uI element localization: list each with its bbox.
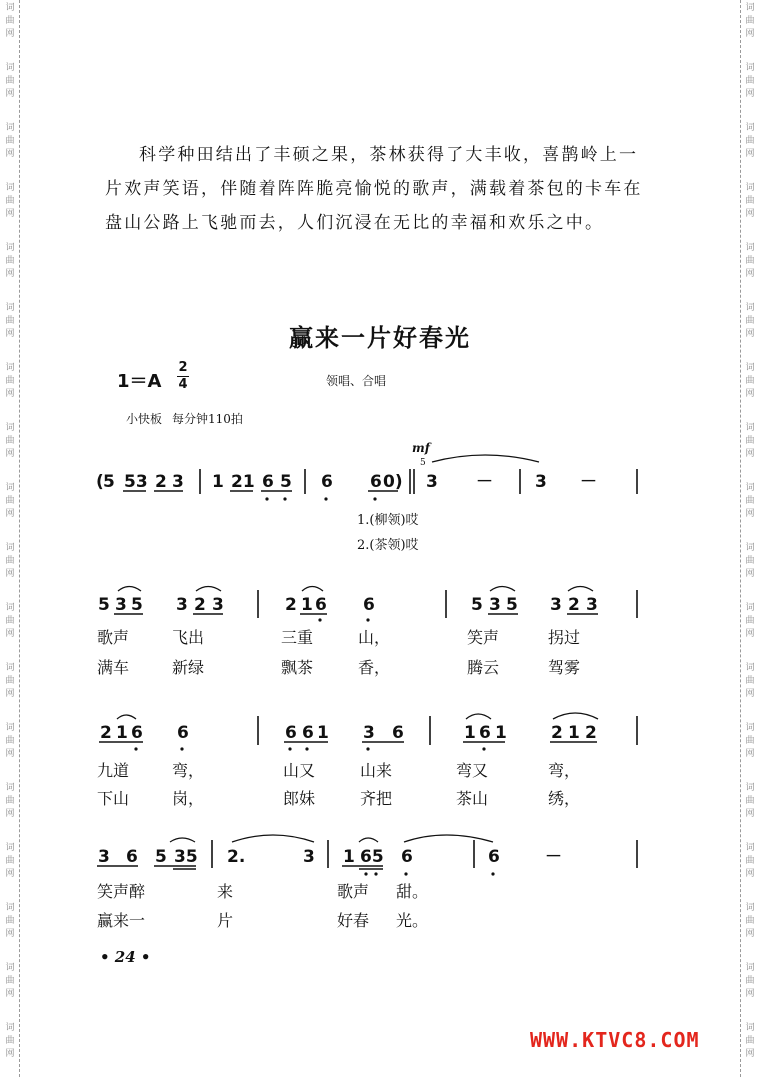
note: 3 bbox=[586, 595, 598, 615]
note: 3 bbox=[489, 595, 501, 615]
lyric: 歌声 bbox=[97, 628, 130, 647]
lyric: 茶山 bbox=[456, 789, 489, 808]
watermark-glyphs: 词 曲 网 bbox=[745, 663, 755, 699]
intro-line-2: 片欢声笑语，伴随着阵阵脆亮愉悦的歌声，满载着茶包的卡车在 bbox=[105, 179, 643, 199]
note: 3 bbox=[98, 847, 110, 867]
intro-paren-open: ( bbox=[96, 472, 104, 492]
note: 3 bbox=[212, 595, 224, 615]
lyric: 满车 bbox=[97, 658, 130, 677]
note: 6 bbox=[401, 847, 413, 867]
note: 1 bbox=[464, 723, 476, 743]
lyric: 岗， bbox=[172, 789, 205, 808]
verse-label-2: 2.(茶领)哎 bbox=[357, 538, 419, 553]
note: 1 bbox=[343, 847, 355, 867]
dash: － bbox=[476, 472, 493, 492]
watermark-glyphs: 词 曲 网 bbox=[745, 423, 755, 459]
watermark-glyphs: 词 曲 网 bbox=[5, 783, 15, 819]
watermark-glyphs: 词 曲 网 bbox=[745, 183, 755, 219]
note: 5 bbox=[471, 595, 483, 615]
note: 3 bbox=[363, 723, 375, 743]
intro-note-held: 3 bbox=[535, 472, 547, 492]
dynamic-mark: mf bbox=[412, 441, 430, 455]
system-3 bbox=[97, 835, 637, 930]
note: 2 bbox=[194, 595, 206, 615]
watermark-glyphs: 词 曲 网 bbox=[745, 843, 755, 879]
lyric: 郎妹 bbox=[283, 789, 316, 808]
note: 3 bbox=[550, 595, 562, 615]
lyric: 下山 bbox=[97, 789, 130, 808]
note: 1 bbox=[568, 723, 580, 743]
watermark-glyphs: 词 曲 网 bbox=[5, 243, 15, 279]
watermark-glyphs: 词 曲 网 bbox=[5, 663, 15, 699]
note: 5 bbox=[98, 595, 110, 615]
dash: － bbox=[580, 472, 597, 492]
watermark-glyphs: 词 曲 网 bbox=[5, 483, 15, 519]
note: 2 bbox=[568, 595, 580, 615]
intro-note-held: 3 bbox=[426, 472, 438, 492]
lyric: 歌声 bbox=[337, 882, 370, 901]
note: 5 bbox=[131, 595, 143, 615]
lyric: 好春 bbox=[337, 911, 370, 930]
note: 5 bbox=[506, 595, 518, 615]
time-numerator: 2 bbox=[178, 360, 188, 375]
note: 6 bbox=[126, 847, 138, 867]
note: 6 bbox=[479, 723, 491, 743]
lyric: 新绿 bbox=[172, 658, 205, 677]
watermark-glyphs: 词 曲 网 bbox=[5, 1023, 15, 1059]
watermark-glyphs: 词 曲 网 bbox=[745, 243, 755, 279]
watermark-glyphs: 词 曲 网 bbox=[5, 603, 15, 639]
lyric: 山， bbox=[358, 628, 391, 647]
note: 3 bbox=[303, 847, 315, 867]
note: 3 bbox=[115, 595, 127, 615]
lyric: 驾雾 bbox=[548, 658, 581, 677]
time-denominator: 4 bbox=[178, 377, 188, 392]
watermark-glyphs: 词 曲 网 bbox=[5, 3, 15, 39]
note: 6 bbox=[285, 723, 297, 743]
note: 2 bbox=[551, 723, 563, 743]
lyric: 绣， bbox=[548, 789, 581, 808]
note: 2. bbox=[227, 847, 246, 867]
watermark-glyphs: 词 曲 网 bbox=[745, 543, 755, 579]
lyric: 齐把 bbox=[360, 789, 393, 808]
watermark-glyphs: 词 曲 网 bbox=[5, 903, 15, 939]
lyric: 飞出 bbox=[172, 628, 205, 647]
lyric: 山又 bbox=[283, 761, 316, 780]
note: 6 bbox=[177, 723, 189, 743]
grace-note: 5 bbox=[420, 458, 426, 468]
watermark-glyphs: 词 曲 网 bbox=[5, 183, 15, 219]
note: 65 bbox=[360, 847, 384, 867]
note: 1 bbox=[301, 595, 313, 615]
key-signature: 1＝A bbox=[117, 371, 162, 392]
lyric: 飘茶 bbox=[281, 658, 314, 677]
lyric: 赢来一 bbox=[97, 911, 146, 930]
tempo-text: 小快板 bbox=[126, 412, 163, 426]
system-2 bbox=[97, 713, 637, 808]
lyric: 弯又 bbox=[456, 761, 489, 780]
intro-line-1: 科学种田结出了丰硕之果，茶林获得了大丰收，喜鹊岭上一 bbox=[139, 145, 639, 165]
note: 35 bbox=[174, 847, 198, 867]
lyric: 拐过 bbox=[548, 628, 581, 647]
intro-note: 1 bbox=[212, 472, 224, 492]
song-title: 赢来一片好春光 bbox=[289, 324, 471, 352]
watermark-glyphs: 词 曲 网 bbox=[5, 843, 15, 879]
bpm-text: 每分钟110拍 bbox=[172, 412, 243, 426]
watermark-glyphs: 词 曲 网 bbox=[745, 783, 755, 819]
lyric: 来 bbox=[217, 882, 234, 901]
note: 2 bbox=[285, 595, 297, 615]
note: 3 bbox=[176, 595, 188, 615]
watermark-glyphs: 词 曲 网 bbox=[5, 723, 15, 759]
intro-note: 6 bbox=[262, 472, 274, 492]
dash: － bbox=[545, 847, 562, 867]
lyric: 三重 bbox=[281, 628, 314, 647]
page-number: • 24 • bbox=[100, 948, 151, 966]
note: 1 bbox=[317, 723, 329, 743]
note: 1 bbox=[116, 723, 128, 743]
watermark-glyphs: 词 曲 网 bbox=[745, 963, 755, 999]
intro-note: 6 bbox=[370, 472, 382, 492]
watermark-glyphs: 词 曲 网 bbox=[5, 363, 15, 399]
verse-label-1: 1.(柳领)哎 bbox=[357, 513, 419, 528]
voice-type: 领唱、合唱 bbox=[326, 374, 387, 388]
watermark-glyphs: 词 曲 网 bbox=[745, 303, 755, 339]
watermark-glyphs: 词 曲 网 bbox=[5, 963, 15, 999]
watermark-glyphs: 词 曲 网 bbox=[745, 1023, 755, 1059]
lyric: 笑声 bbox=[467, 628, 500, 647]
note: 6 bbox=[302, 723, 314, 743]
watermark-glyphs: 词 曲 网 bbox=[5, 123, 15, 159]
intro-note: 3 bbox=[172, 472, 184, 492]
note: 6 bbox=[315, 595, 327, 615]
watermark-glyphs: 词 曲 网 bbox=[745, 123, 755, 159]
lyric: 九道 bbox=[97, 761, 130, 780]
note: 6 bbox=[488, 847, 500, 867]
intro-note: 2 bbox=[155, 472, 167, 492]
note: 6 bbox=[363, 595, 375, 615]
watermark-glyphs: 词 曲 网 bbox=[745, 483, 755, 519]
lyric: 片 bbox=[217, 911, 234, 930]
watermark-glyphs: 词 曲 网 bbox=[5, 303, 15, 339]
watermark-glyphs: 词 曲 网 bbox=[745, 903, 755, 939]
lyric: 甜。 bbox=[396, 882, 429, 901]
intro-note: 6 bbox=[321, 472, 333, 492]
site-watermark: WWW.KTVC8.COM bbox=[530, 1028, 700, 1052]
lyric: 光。 bbox=[396, 911, 429, 930]
watermark-glyphs: 词 曲 网 bbox=[745, 3, 755, 39]
note: 6 bbox=[392, 723, 404, 743]
watermark-glyphs: 词 曲 网 bbox=[5, 543, 15, 579]
note: 2 bbox=[585, 723, 597, 743]
note: 5 bbox=[155, 847, 167, 867]
lyric: 山来 bbox=[360, 761, 393, 780]
lyric: 香， bbox=[358, 658, 391, 677]
intro-line-3: 盘山公路上飞驰而去，人们沉浸在无比的幸福和欢乐之中。 bbox=[105, 213, 605, 233]
lyric: 腾云 bbox=[467, 658, 500, 677]
watermark-glyphs: 词 曲 网 bbox=[745, 603, 755, 639]
lyric: 弯， bbox=[172, 761, 205, 780]
watermark-glyphs: 词 曲 网 bbox=[5, 423, 15, 459]
lyric: 笑声醉 bbox=[97, 882, 146, 901]
watermark-glyphs: 词 曲 网 bbox=[745, 63, 755, 99]
system-1 bbox=[97, 587, 637, 678]
intro-note: 5 bbox=[103, 472, 115, 492]
watermark-glyphs: 词 曲 网 bbox=[745, 363, 755, 399]
watermark-glyphs: 词 曲 网 bbox=[5, 63, 15, 99]
watermark-glyphs: 词 曲 网 bbox=[745, 723, 755, 759]
intro-note: 5 bbox=[280, 472, 292, 492]
note: 6 bbox=[131, 723, 143, 743]
intro-paren-close: 0) bbox=[383, 472, 403, 492]
intro-system bbox=[96, 441, 637, 553]
intro-note: 21 bbox=[231, 472, 255, 492]
lyric: 弯， bbox=[548, 761, 581, 780]
note: 1 bbox=[495, 723, 507, 743]
intro-note: 53 bbox=[124, 472, 148, 492]
note: 2 bbox=[100, 723, 112, 743]
